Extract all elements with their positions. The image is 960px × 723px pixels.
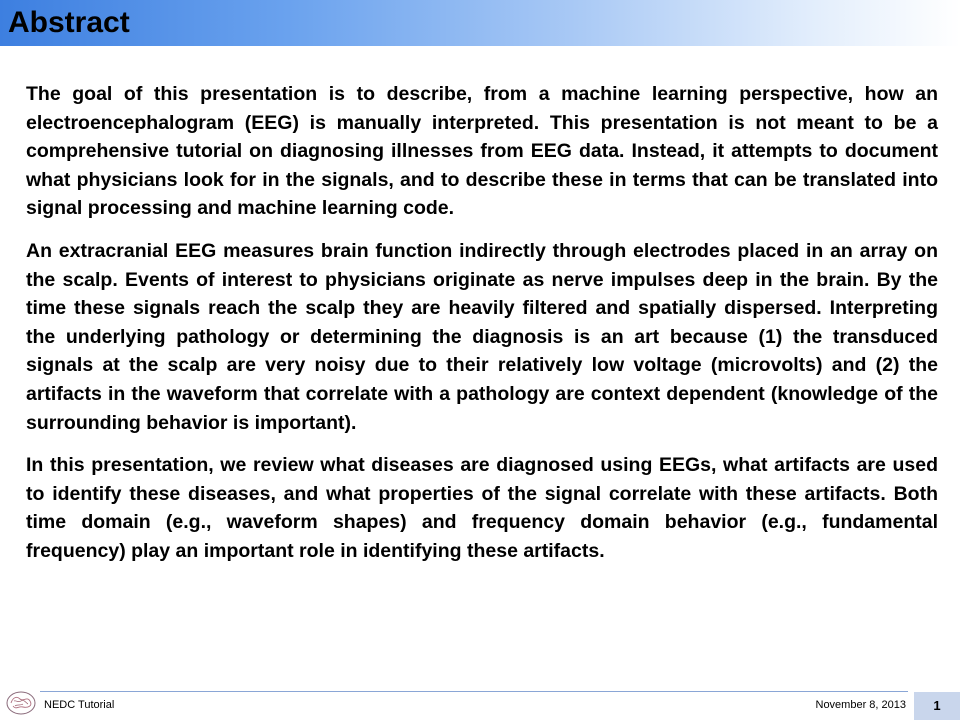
abstract-body (26, 80, 938, 580)
abstract-paragraph-2: An extracranial EEG measures brain function indirectly through electrodes placed in an array on the scalp. Events of interest to physicians originate as nerve impulses deep in the brain. By the time these signals reach the scalp they are heavily filtered and spatially dispersed. Interpreting the underlying pathology or determining the diagnosis is an art because (1) the transduced signals at the scalp are very noisy due to their relatively low voltage (microvolts) and (2) the artifacts in the waveform that correlate with a pathology are context dependent (knowledge of the surrounding behavior is important). (26, 239, 938, 434)
footer-date: November 8, 2013 (815, 699, 906, 711)
abstract-paragraph-3: In this presentation, we review what diseases are diagnosed using EEGs, what artifacts are used to identify these diseases, and what properties of the signal correlate with these artifacts. Both time domain (e.g., waveform shapes) and frequency domain behavior (e.g., fundamental frequency) play an important role in identifying these artifacts. (26, 454, 938, 562)
abstract-paragraph-1: The goal of this presentation is to describe, from a machine learning perspective, how an electroencephalogram (EEG) is manually interpreted. This presentation is not meant to be a comprehensive tutorial on diagnosing illnesses from EEG data. Instead, it attempts to document what physicians look for in the signals, and to describe these in terms that can be translated into signal processing and machine learning code. (26, 83, 938, 220)
slide-title: Abstract (8, 6, 130, 39)
page-number: 1 (933, 698, 941, 713)
footer-presentation-name: NEDC Tutorial (44, 699, 115, 711)
title-bar (0, 0, 960, 46)
brain-logo-icon (4, 688, 38, 718)
footer-divider (40, 691, 908, 692)
page-number-box (914, 692, 960, 720)
